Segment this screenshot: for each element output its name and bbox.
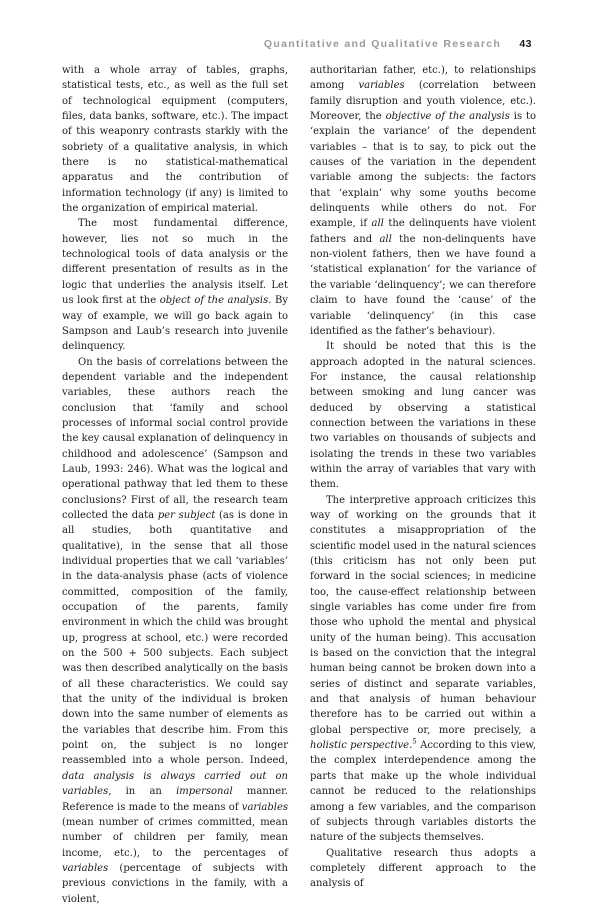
italic-text: variables bbox=[241, 801, 288, 813]
text-run: On the basis of correlations between the dependent variable and the independent variables, these authors reach the conclusion that ‘family and school processes of informal social control provide the key causal explanation of delinquency in childhood and adolescence’ (Sampson and Laub, 1993: 246). What was the logical and operational pathway that led them to these conclusions? First of all, the research team collected the data bbox=[62, 356, 288, 521]
running-header bbox=[264, 38, 532, 50]
italic-text: holistic perspective. bbox=[310, 740, 413, 752]
right-column-paragraph bbox=[310, 63, 536, 339]
italic-text: impersonal bbox=[176, 786, 233, 798]
left-column-paragraph bbox=[62, 216, 288, 354]
text-run: the delinquents have violent fathers and bbox=[310, 218, 536, 245]
text-run: According to this view, the complex interdependence among the parts that make up the whole individual cannot be reduced to the relationships among a few variables, and the comparison of subjects through variables distorts the nature of the subjects themselves. bbox=[310, 740, 536, 844]
text-run: , in an bbox=[108, 786, 177, 798]
text-run: (percentage of subjects with previous convictions in the family, with a violent, bbox=[62, 862, 288, 905]
right-column-paragraph bbox=[310, 846, 536, 892]
right-column bbox=[310, 63, 536, 892]
text-run: It should be noted that this is the approach adopted in the natural sciences. For instance, the causal relationship between smoking and lung cancer was deduced by observing a statistical connection between the variations in these two variables on thousands of subjects and isolating the trends in these two variables within the array of variables that vary with them. bbox=[310, 341, 536, 491]
text-run: is to ‘explain the variance’ of the dependent variables – that is to say, to pick out the causes of the variation in the dependent variable among the subjects: the factors that ‘explain’ why some youths become delinquents while others do not. For example, if bbox=[310, 111, 537, 230]
right-column-paragraph bbox=[310, 339, 536, 492]
text-run: (as is done in all studies, both quantitative and qualitative), in the sense that all those individual properties that we call ‘variables’ in the data-analysis phase (acts of violence committed, composition of the family, occupation of the parents, family environment in which the child was brought up, progress at school, etc.) were recorded on the 500 + 500 subjects. Each subject was then described analytically on the basis of all these characteristics. We could say that the unity of the individual is broken down into the same number of elements as the variables that describe him. From this point on, the subject is no longer reassembled into a whole person. Indeed, bbox=[62, 509, 288, 767]
italic-text: per subject bbox=[157, 509, 216, 521]
text-run: with a whole array of tables, graphs, statistical tests, etc., as well as the full set of technological equipment (computers, files, data banks, software, etc.). The impact of this weaponry contrasts starkly with the sobriety of a qualitative analysis, in which there is no statistical-mathematical apparatus and the contribution of information technology (if any) is limited to the organization of empirical material. bbox=[62, 65, 288, 215]
italic-text: data analysis is always carried out on variables bbox=[62, 770, 288, 798]
italic-text: all bbox=[379, 233, 392, 245]
italic-text: object of the analysis bbox=[159, 295, 269, 307]
text-run: the non-delinquents have non-violent fathers, then we have found a ‘statistical explanation’ for the variance of the variable ‘delinquency’; we can therefore claim to have found the ‘cause’ of the variable ‘delinquency’ (in this case identified as the father’s behaviour). bbox=[310, 233, 536, 337]
text-run: authoritarian father, etc.), to relationships among bbox=[310, 65, 536, 92]
text-run: . By way of example, we will go back again to Sampson and Laub’s research into juvenile delinquency. bbox=[62, 295, 288, 353]
text-run: (mean number of crimes committed, mean number of children per family, mean income, etc.), to the percentages of bbox=[62, 816, 288, 859]
left-column-paragraph bbox=[62, 355, 288, 907]
left-column-paragraph bbox=[62, 63, 288, 216]
text-run: manner. Reference is made to the means of bbox=[62, 786, 288, 813]
italic-text: objective of the analysis bbox=[385, 111, 510, 123]
italic-text: all bbox=[371, 218, 384, 230]
text-run: The interpretive approach criticizes this way of working on the grounds that it constitutes a misappropriation of the scientific model used in the natural sciences (this criticism has not only been put forward in the social sciences; in medicine too, the cause-effect relationship between single variables has come under fire from those who uphold the mental and physical unity of the human being). This accusation is based on the conviction that the integral human being cannot be broken down into a series of distinct and separate variables, and that analysis of human behaviour therefore has to be carried out within a global perspective or, more precisely, a bbox=[310, 494, 536, 736]
right-column-paragraph bbox=[310, 493, 536, 846]
page-number: 43 bbox=[519, 38, 532, 50]
italic-text: variables bbox=[62, 862, 109, 874]
text-run: The most fundamental difference, however, lies not so much in the technological tools of data analysis or the different presentation of results as in the logic that underlies the analysis itself. Let us look first at the bbox=[62, 218, 288, 307]
running-title: Quantitative and Qualitative Research bbox=[263, 38, 502, 50]
text-run: (correlation between family disruption and youth violence, etc.). Moreover, the bbox=[310, 80, 536, 123]
italic-text: variables bbox=[358, 80, 405, 92]
footnote-marker: 5 bbox=[412, 737, 417, 746]
text-run: Qualitative research thus adopts a completely different approach to the analysis of bbox=[310, 847, 536, 890]
left-column bbox=[62, 63, 288, 907]
